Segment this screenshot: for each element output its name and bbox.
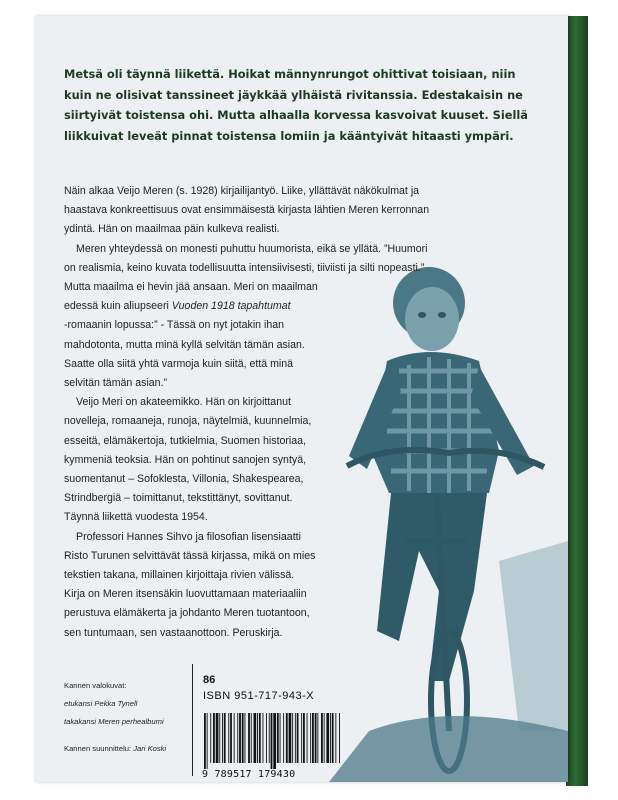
cover-credits (64, 677, 166, 758)
isbn-number: ISBN 951-717-943-X (203, 690, 315, 702)
book-spine (566, 16, 588, 786)
front-name: Pekka Tynell (94, 699, 138, 708)
body-line: Näin alkaa Veijo Meren (s. 1928) kirjailijantyö. Liike, yllättävät näkökulmat ja (64, 185, 420, 197)
body-line: sen tuntumaan, sen vastaanottoon. Peruskirja. (64, 626, 283, 639)
back-cover (34, 16, 568, 782)
front-label: etukansi (64, 699, 95, 708)
body-line: selvitän tämän asian.” (64, 377, 168, 390)
body-line: esseitä, elämäkertoja, tutkielmia, Suomen historiaa, (64, 434, 307, 447)
back-name: Meren perhealbumi (98, 717, 164, 726)
body-line: on realismia, keino kuvata todellisuutta intensiivisesti, tiiviisti ja silti nopeasti.” (64, 261, 425, 274)
photos-heading: Kannen valokuvat: (64, 681, 127, 690)
body-line: Professori Hannes Sihvo ja filosofian lisensiaatti (76, 530, 301, 543)
price-code: 86 (203, 674, 216, 686)
body-line: Veijo Meri on akateemikko. Hän on kirjoittanut (76, 396, 291, 409)
design-name: Jari Koski (133, 744, 167, 753)
body-line: Täynnä liikettä vuodesta 1954. (64, 511, 208, 524)
barcode (202, 713, 342, 769)
body-line: Meren yhteydessä on monesti puhuttu huumorista, eikä se yllätä. ”Huumori (76, 242, 428, 255)
back-photo-credit (64, 713, 166, 731)
body-line: perustuva elämäkerta ja johdanto Meren tuotantoon, (64, 607, 310, 620)
body-text (64, 182, 429, 643)
body-line: mahdotonta, mutta minä kyllä selvitän tämän asian. (64, 338, 305, 351)
novel-title: Vuoden 1918 tapahtumat (171, 300, 291, 313)
body-line: Strindbergiä – toimittanut, tekstittänyt, sovittanut. (64, 492, 293, 505)
design-label: Kannen suunnittelu: (64, 744, 134, 753)
body-line (64, 297, 429, 316)
body-line: Mutta maailma ei hevin jää ansaan. Meri on maailman (64, 281, 318, 294)
body-line: Saatte olla siitä yhtä varmoja kuin siitä, että minä (64, 357, 294, 370)
body-line: tekstien takana, millainen kirjoittaja rivien välissä. (64, 569, 295, 582)
body-line: novelleja, romaaneja, runoja, näytelmiä, kuunnelmia, (64, 415, 312, 428)
body-line: suomentanut – Sofoklesta, Villonia, Shakespearea, (64, 473, 304, 486)
body-line: Kirja on Meren itsensäkin luovuttamaan materiaaliin (64, 588, 307, 601)
body-line: ydintä. Hän on maailmaa päin kulkeva realisti. (64, 223, 280, 236)
lead-paragraph: Metsä oli täynnä liikettä. Hoikat männynrungot ohittivat toisiaan, niin kuin ne olisivat tanssineet jäykkää ylhäistä rivitanssia. Edestakaisin ne siirtyivät toistensa ohi. Mutta alhaalla korvessa kasvoivat kuuset. Siellä liikkuivat leveät pinnat toistensa lomiin ja kääntyivät hitaasti ympäri. (64, 67, 528, 143)
front-photo-credit (64, 695, 166, 713)
back-label: takakansi (64, 717, 99, 726)
barcode-digits: 9 789517 179430 (202, 769, 296, 780)
body-line: -romaanin lopussa:” - Tässä on nyt jotakin ihan (64, 319, 285, 332)
body-line: haastava konkreettisuus ovat ensimmäisestä kirjasta lähtien Meren kerronnan (64, 204, 430, 217)
design-credit (64, 740, 166, 758)
body-line: kymmeniä teoksia. Hän on pohtinut sanojen syntyä, (64, 453, 307, 466)
body-line-prefix: edessä kuin aliupseeri (64, 300, 172, 313)
body-line: Risto Turunen selvittävät tässä kirjassa, mikä on mies (64, 549, 316, 562)
